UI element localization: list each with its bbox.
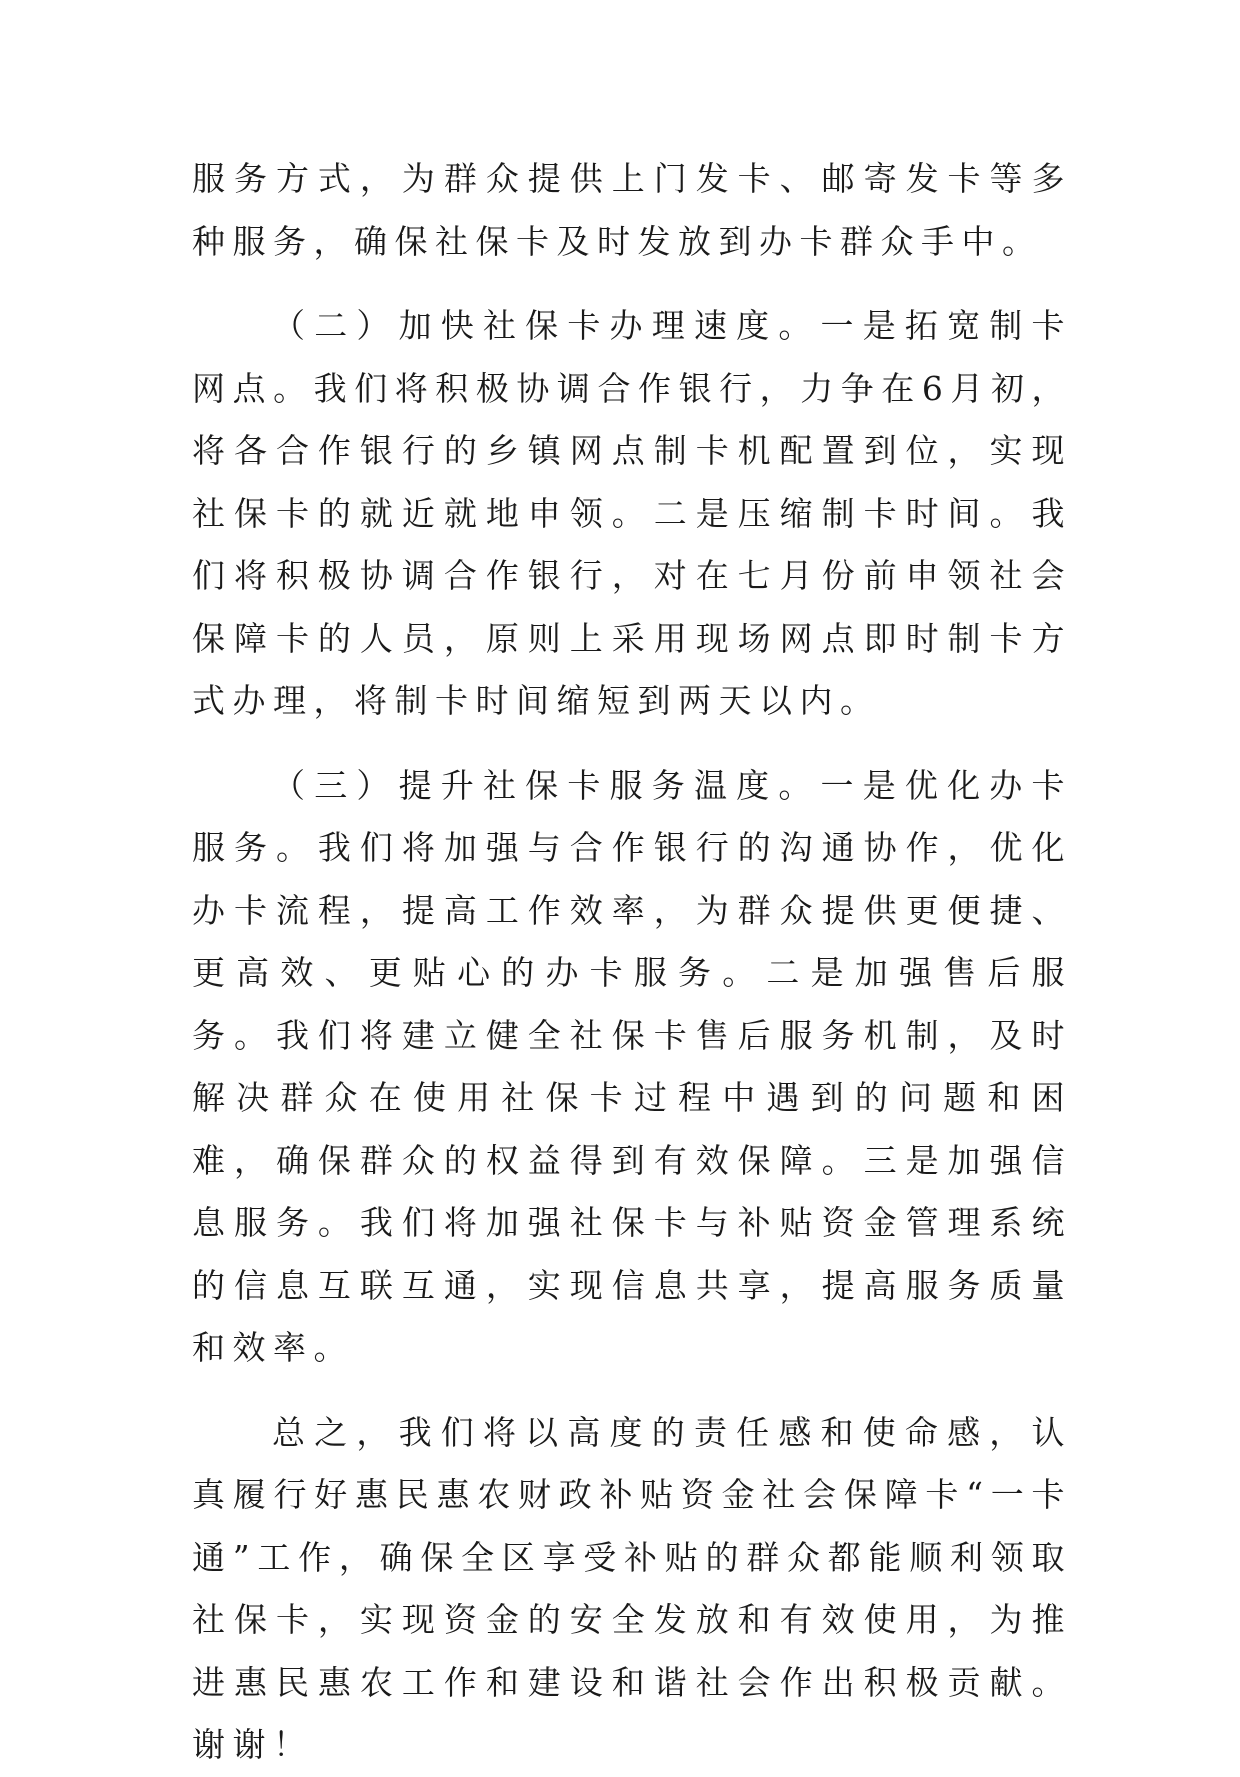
- paragraph-conclusion: [192, 1402, 1072, 1777]
- paragraph-text: 总之，我们将以高度的责任感和使命感，认真履行好惠民惠农财政补贴资金社会保障卡“一卡通”工作，确保全区享受补贴的群众都能顺利领取社保卡，实现资金的安全发放和有效使用，为推进惠民惠农工作和建设和谐社会作出积极贡献。谢谢！: [192, 1412, 1072, 1764]
- document-body: [192, 148, 1072, 1777]
- section-heading: （三）提升社保卡服务温度。: [272, 765, 821, 805]
- paragraph-section-3: [192, 755, 1072, 1380]
- section-heading: （二）加快社保卡办理速度。: [272, 306, 821, 345]
- paragraph-section-2: [192, 295, 1072, 733]
- paragraph-continuation: [192, 148, 1072, 273]
- paragraph-text: 一是优化办卡服务。我们将加强与合作银行的沟通协作，优化办卡流程，提高工作效率，为群众提供更便捷、更高效、更贴心的办卡服务。二是加强售后服务。我们将建立健全社保卡售后服务机制，及时解决群众在使用社保卡过程中遇到的问题和困难，确保群众的权益得到有效保障。三是加强信息服务。我们将加强社保卡与补贴资金管理系统的信息互联互通，实现信息共享，提高服务质量和效率。: [192, 765, 1073, 1367]
- paragraph-text: 服务方式，为群众提供上门发卡、邮寄发卡等多种服务，确保社保卡及时发放到办卡群众手中。: [192, 159, 1072, 261]
- paragraph-text: 一是拓宽制卡网点。我们将积极协调合作银行，力争在6月初，将各合作银行的乡镇网点制卡机配置到位，实现社保卡的就近就地申领。二是压缩制卡时间。我们将积极协调合作银行，对在七月份前申领社会保障卡的人员，原则上采用现场网点即时制卡方式办理，将制卡时间缩短到两天以内。: [192, 306, 1073, 720]
